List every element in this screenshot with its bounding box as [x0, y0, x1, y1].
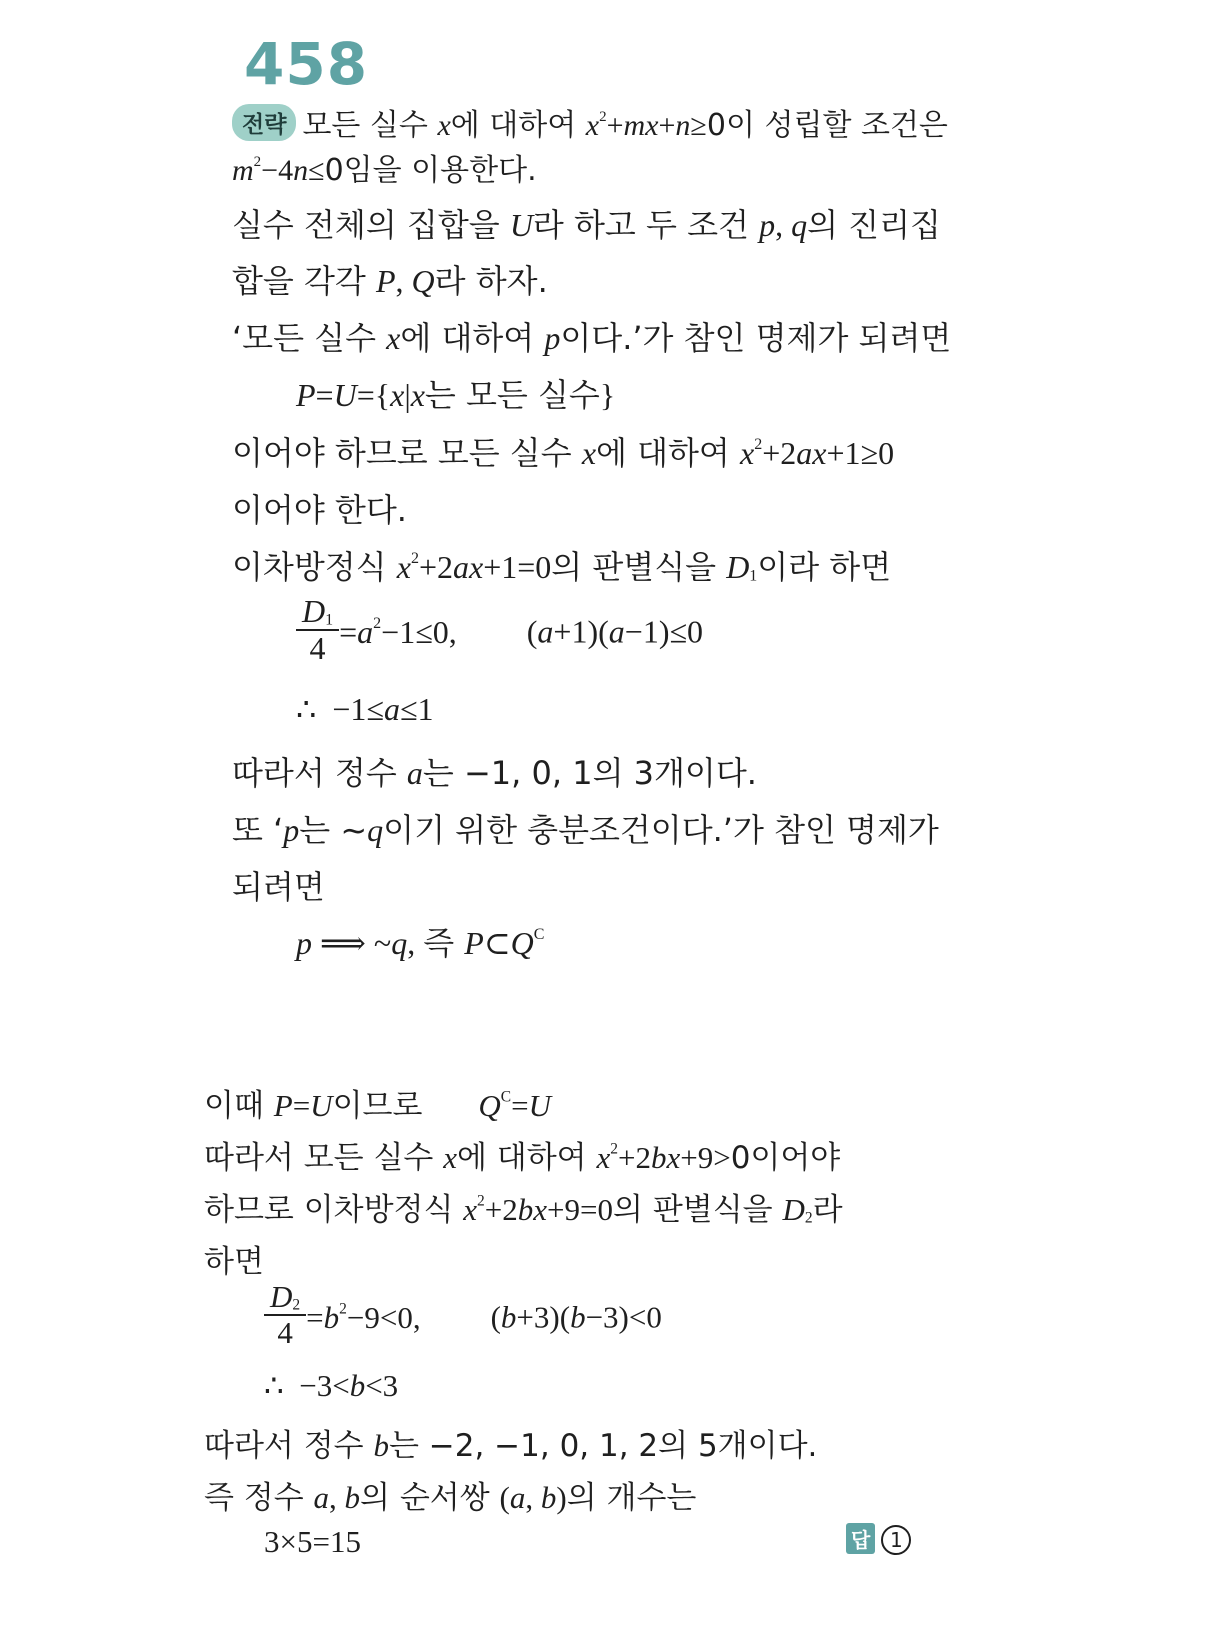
text: 이어야 한다.: [232, 491, 407, 529]
solution-line: 실수 전체의 집합을 U라 하고 두 조건 p, q의 진리집: [232, 206, 941, 244]
solution-line: [232, 748, 757, 794]
text: 는 −1, 0, 1의 3개이다.: [422, 754, 757, 792]
math: $x^2+2bx+9=0$: [463, 1192, 614, 1227]
solution-line: [204, 1132, 840, 1177]
strategy-badge: 전략: [232, 104, 296, 141]
math: x: [581, 435, 597, 471]
fraction: $\frac{D_2}{4}$: [264, 1280, 306, 1350]
equation-line: [264, 1279, 662, 1354]
solution-line: 합을 각각 P, Q라 하자.: [232, 262, 548, 300]
text: 하면: [204, 1244, 264, 1280]
math: $x^2+2ax+1=0$: [396, 549, 552, 585]
text: 즉 정수: [204, 1480, 314, 1516]
fraction: $\frac{D_1}{4}$: [296, 594, 339, 666]
math: x: [386, 320, 401, 356]
text: 따라서 정수: [204, 1428, 374, 1464]
solution-line: [232, 485, 407, 531]
text: 0이어야: [730, 1140, 841, 1176]
math: Q: [411, 263, 435, 299]
math: $=b^2-9<0$,: [306, 1299, 421, 1335]
math: $Q^C=U$: [478, 1088, 552, 1123]
text: 즉: [423, 924, 465, 962]
solution-line: [204, 1236, 264, 1281]
math: $D_1$: [726, 549, 758, 585]
math: P=U={x|x: [296, 377, 425, 413]
answer-badge: 답: [846, 1523, 875, 1554]
math: x: [437, 109, 451, 142]
text: 0이 성립할 조건은: [706, 108, 948, 143]
math: P: [376, 263, 396, 299]
math: a: [406, 755, 423, 791]
text: 합을 각각: [232, 262, 376, 300]
text: 의 판별식을: [551, 548, 727, 586]
math: P=U: [273, 1088, 333, 1123]
math: q: [791, 207, 808, 243]
solution-line: [204, 1472, 696, 1517]
text: 에 대하여: [596, 434, 741, 472]
text: 실수 전체의 집합을: [232, 206, 510, 244]
math: 3×5=15: [264, 1524, 361, 1559]
equation-line: [264, 1368, 398, 1404]
solution-line: [232, 862, 325, 908]
text: 에 대하여: [400, 319, 545, 357]
math: $x^2+2bx+9>$: [596, 1140, 731, 1175]
strategy-line-2: [232, 145, 537, 189]
math: ∴ −1≤a≤1: [296, 691, 434, 727]
math: U: [509, 207, 533, 243]
math: ∴ −3<b<3: [264, 1368, 399, 1403]
math: p ⟹ ~q,: [296, 925, 424, 961]
text: 이어야 하므로 모든 실수: [232, 434, 582, 472]
text: 에 대하여: [450, 108, 586, 143]
math: b: [373, 1428, 389, 1463]
text: 또 ‘: [232, 811, 284, 849]
solution-line: [232, 805, 939, 851]
solution-line: [204, 1080, 551, 1125]
text: 이다.’가 참인 명제가 되려면: [560, 319, 952, 357]
text: 이차방정식: [232, 548, 397, 586]
text: 의 순서쌍: [360, 1480, 500, 1516]
math: (a+1)(a−1)≤0: [526, 613, 704, 650]
strategy-line-1: [232, 100, 948, 144]
text: 따라서 모든 실수: [204, 1140, 444, 1176]
text: 되려면: [232, 868, 325, 906]
text: 라 하고 두 조건: [532, 206, 760, 244]
solution-line: [204, 1184, 843, 1229]
math: $x^2+2ax+1\ge 0$: [740, 435, 895, 471]
math: $=a^2-1\le 0$,: [339, 613, 457, 650]
text: 의 진리집: [807, 206, 941, 244]
text: ‘모든 실수: [232, 319, 387, 357]
equation-line: P=U={x|x는 모든 실수}: [296, 376, 616, 414]
text: 이때: [204, 1088, 274, 1124]
math: q: [367, 812, 384, 848]
text: 하므로 이차방정식: [204, 1192, 464, 1228]
math: a, b: [313, 1480, 361, 1515]
text: 에 대하여: [456, 1140, 597, 1176]
equation-line: [296, 593, 704, 670]
text: 따라서 정수: [232, 754, 407, 792]
answer-choice: 1: [881, 1525, 911, 1555]
equation-line: [296, 690, 434, 728]
text: 는 −2, −1, 0, 1, 2의 5개이다.: [388, 1428, 818, 1464]
text: 이므로: [332, 1088, 423, 1124]
text: 는 ~: [299, 811, 368, 849]
solution-line: [232, 542, 891, 588]
text: 의 판별식을: [613, 1192, 783, 1228]
text: 라 하자.: [434, 262, 548, 300]
math: p: [759, 207, 776, 243]
text: 이라 하면: [757, 548, 892, 586]
math: (b+3)(b−3)<0: [490, 1299, 662, 1335]
text: 라: [812, 1192, 843, 1228]
problem-number: 458: [244, 30, 369, 98]
math: p: [283, 812, 300, 848]
text: 의 개수는: [566, 1480, 697, 1516]
text: 모든 실수: [302, 108, 438, 143]
math: p: [544, 320, 561, 356]
math: x: [443, 1140, 457, 1175]
text: 0임을 이용한다.: [324, 153, 537, 188]
math: $x^2+mx+n\ge$: [585, 108, 707, 142]
math: (a, b): [499, 1480, 567, 1515]
text: 이기 위한 충분조건이다.’가 참인 명제가: [383, 811, 939, 849]
math: $P\subset Q^C$: [464, 925, 545, 961]
text: 는 모든 실수: [424, 376, 600, 414]
equation-line: [264, 1524, 361, 1560]
solution-line: [232, 313, 951, 359]
solution-line: [204, 1420, 817, 1465]
answer: [846, 1526, 911, 1558]
solution-line: [232, 428, 894, 474]
equation-line: [296, 918, 544, 964]
math: $m^2-4n\le$: [232, 153, 325, 187]
math: $D_2$: [782, 1192, 813, 1227]
